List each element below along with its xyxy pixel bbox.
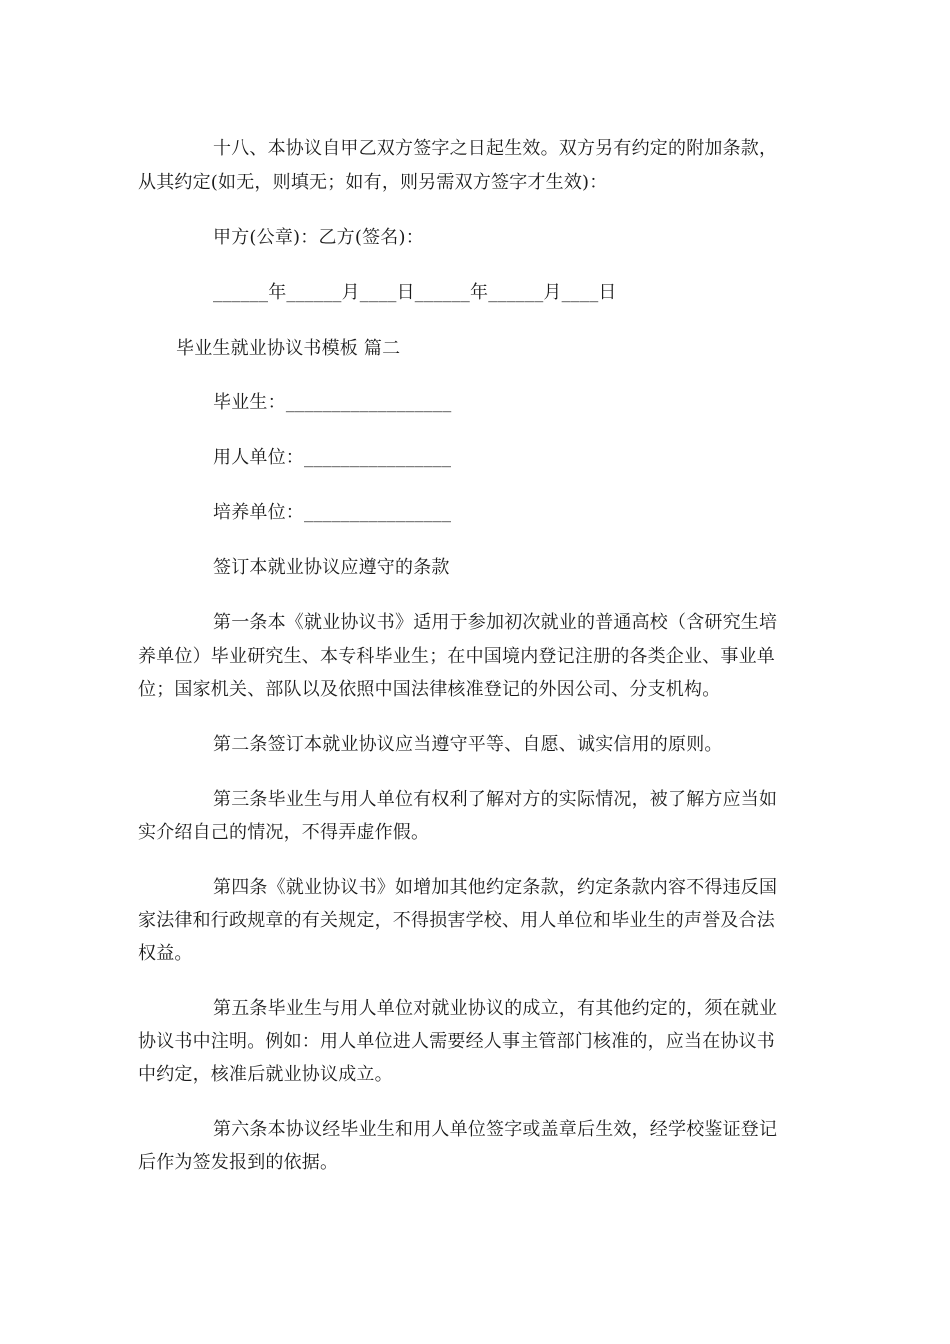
article-6-line-1: 第六条本协议经毕业生和用人单位签字或盖章后生效，经学校鉴证登记	[213, 1119, 778, 1140]
terms-heading: 签订本就业协议应遵守的条款	[213, 557, 450, 578]
signature-parties: 甲方(公章)：乙方(签名)：	[213, 227, 424, 248]
article-3-line-2: 实介绍自己的情况，不得弄虚作假。	[138, 822, 430, 843]
article-5-line-3: 中约定，核准后就业协议成立。	[138, 1064, 393, 1085]
section-title: 毕业生就业协议书模板 篇二	[176, 338, 401, 359]
article-1-line-2: 养单位）毕业研究生、本专科毕业生；在中国境内登记注册的各类企业、事业单	[138, 646, 775, 667]
article-4-line-3: 权益。	[138, 943, 193, 964]
training-unit-field	[213, 502, 451, 524]
article-5-line-1: 第五条毕业生与用人单位对就业协议的成立，有其他约定的，须在就业	[213, 998, 778, 1019]
clause-18-line-1: 十八、本协议自甲乙双方签字之日起生效。双方另有约定的附加条款，	[213, 138, 778, 159]
date-line: ______年______月____日______年______月____日	[213, 282, 617, 303]
article-2-line-1: 第二条签订本就业协议应当遵守平等、自愿、诚实信用的原则。	[213, 734, 723, 755]
employer-field	[213, 447, 451, 469]
employer-blank: ________________	[304, 447, 452, 468]
article-4-line-1: 第四条《就业协议书》如增加其他约定条款，约定条款内容不得违反国	[213, 877, 778, 898]
article-6-line-2: 后作为签发报到的依据。	[138, 1152, 339, 1173]
graduate-label: 毕业生：	[213, 392, 286, 413]
training-unit-blank: ________________	[304, 502, 452, 523]
article-3-line-1: 第三条毕业生与用人单位有权利了解对方的实际情况，被了解方应当如	[213, 789, 778, 810]
article-4-line-2: 家法律和行政规章的有关规定，不得损害学校、用人单位和毕业生的声誉及合法	[138, 910, 775, 931]
graduate-field	[213, 392, 451, 414]
training-unit-label: 培养单位：	[213, 502, 304, 523]
clause-18-line-2: 从其约定(如无，则填无；如有，则另需双方签字才生效)：	[138, 172, 608, 193]
employer-label: 用人单位：	[213, 447, 304, 468]
article-1-line-3: 位；国家机关、部队以及依照中国法律核准登记的外因公司、分支机构。	[138, 679, 721, 700]
graduate-blank: __________________	[285, 392, 452, 413]
article-1-line-1: 第一条本《就业协议书》适用于参加初次就业的普通高校（含研究生培	[213, 612, 778, 633]
article-5-line-2: 协议书中注明。例如：用人单位进人需要经人事主管部门核准的，应当在协议书	[138, 1031, 775, 1052]
